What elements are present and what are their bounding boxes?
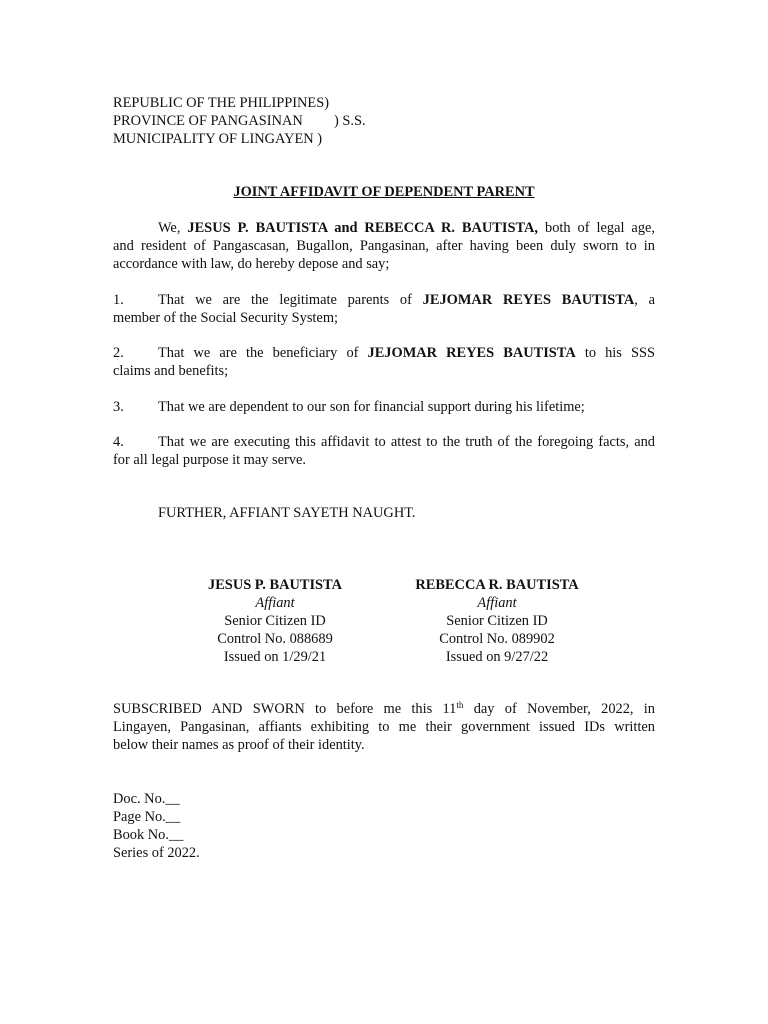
caption-republic: REPUBLIC OF THE PHILIPPINES): [113, 95, 330, 111]
page-no: Page No.__: [113, 809, 181, 825]
affiant-names: JESUS P. BAUTISTA and REBECCA R. BAUTISTA,: [187, 220, 539, 236]
intro-line-3: accordance with law, do hereby depose and say;: [113, 256, 390, 272]
caption-ss: ) S.S.: [334, 113, 366, 129]
affiant-issued: Issued on 1/29/21: [223, 649, 327, 665]
affiant-block-jesus: [175, 576, 375, 666]
list-item-2: 2. That we are the beneficiary of JEJOMAR REYES BAUTISTA to his SSS claims and benefits;: [113, 345, 655, 379]
list-item-1: 1. That we are the legitimate parents of JEJOMAR REYES BAUTISTA, a member of the Social Security System;: [113, 292, 655, 326]
affiant-control-no: Control No. 088689: [217, 631, 333, 647]
affiant-control-no: Control No. 089902: [439, 631, 555, 647]
further-statement: FURTHER, AFFIANT SAYETH NAUGHT.: [158, 505, 416, 521]
intro-line-1: We, JESUS P. BAUTISTA and REBECCA R. BAUTISTA, both of legal age,: [158, 220, 655, 236]
list-item-3: 3. That we are dependent to our son for financial support during his lifetime;: [113, 399, 585, 415]
item-number: 2.: [113, 345, 124, 361]
affiant-id-type: Senior Citizen ID: [446, 613, 548, 629]
item-number: 3.: [113, 399, 124, 415]
item-number: 1.: [113, 292, 124, 308]
notarial-register: [113, 790, 200, 862]
book-no: Book No.__: [113, 827, 184, 843]
intro-line-2: and resident of Pangascasan, Bugallon, Pangasinan, after having been duly sworn to in: [113, 238, 655, 254]
series: Series of 2022.: [113, 845, 200, 861]
caption-province: [113, 112, 303, 130]
affiant-block-rebecca: [397, 576, 597, 666]
affiant-id-type: Senior Citizen ID: [224, 613, 326, 629]
affiant-issued: Issued on 9/27/22: [445, 649, 549, 665]
jurat-paragraph: SUBSCRIBED AND SWORN to before me this 11th day of November, 2022, in Lingayen, Pangasinan, affiants exhibiting to me their government issued IDs written below their names as proof of their identity.: [113, 700, 655, 753]
document-title: JOINT AFFIDAVIT OF DEPENDENT PARENT: [233, 184, 535, 200]
caption-province-name: PROVINCE OF PANGASINAN: [113, 113, 303, 129]
list-item-4: 4. That we are executing this affidavit to attest to the truth of the foregoing facts, and for all legal purpose it may serve.: [113, 434, 655, 468]
ordinal-suffix: th: [456, 700, 464, 710]
caption-municipality: MUNICIPALITY OF LINGAYEN ): [113, 131, 323, 147]
item-number: 4.: [113, 434, 124, 450]
affiant-role: Affiant: [255, 595, 295, 611]
affiant-name: JESUS P. BAUTISTA: [208, 577, 342, 593]
intro-paragraph: [113, 219, 655, 273]
affiant-name: REBECCA R. BAUTISTA: [415, 577, 579, 593]
affiant-role: Affiant: [477, 595, 517, 611]
doc-no: Doc. No.__: [113, 791, 180, 807]
